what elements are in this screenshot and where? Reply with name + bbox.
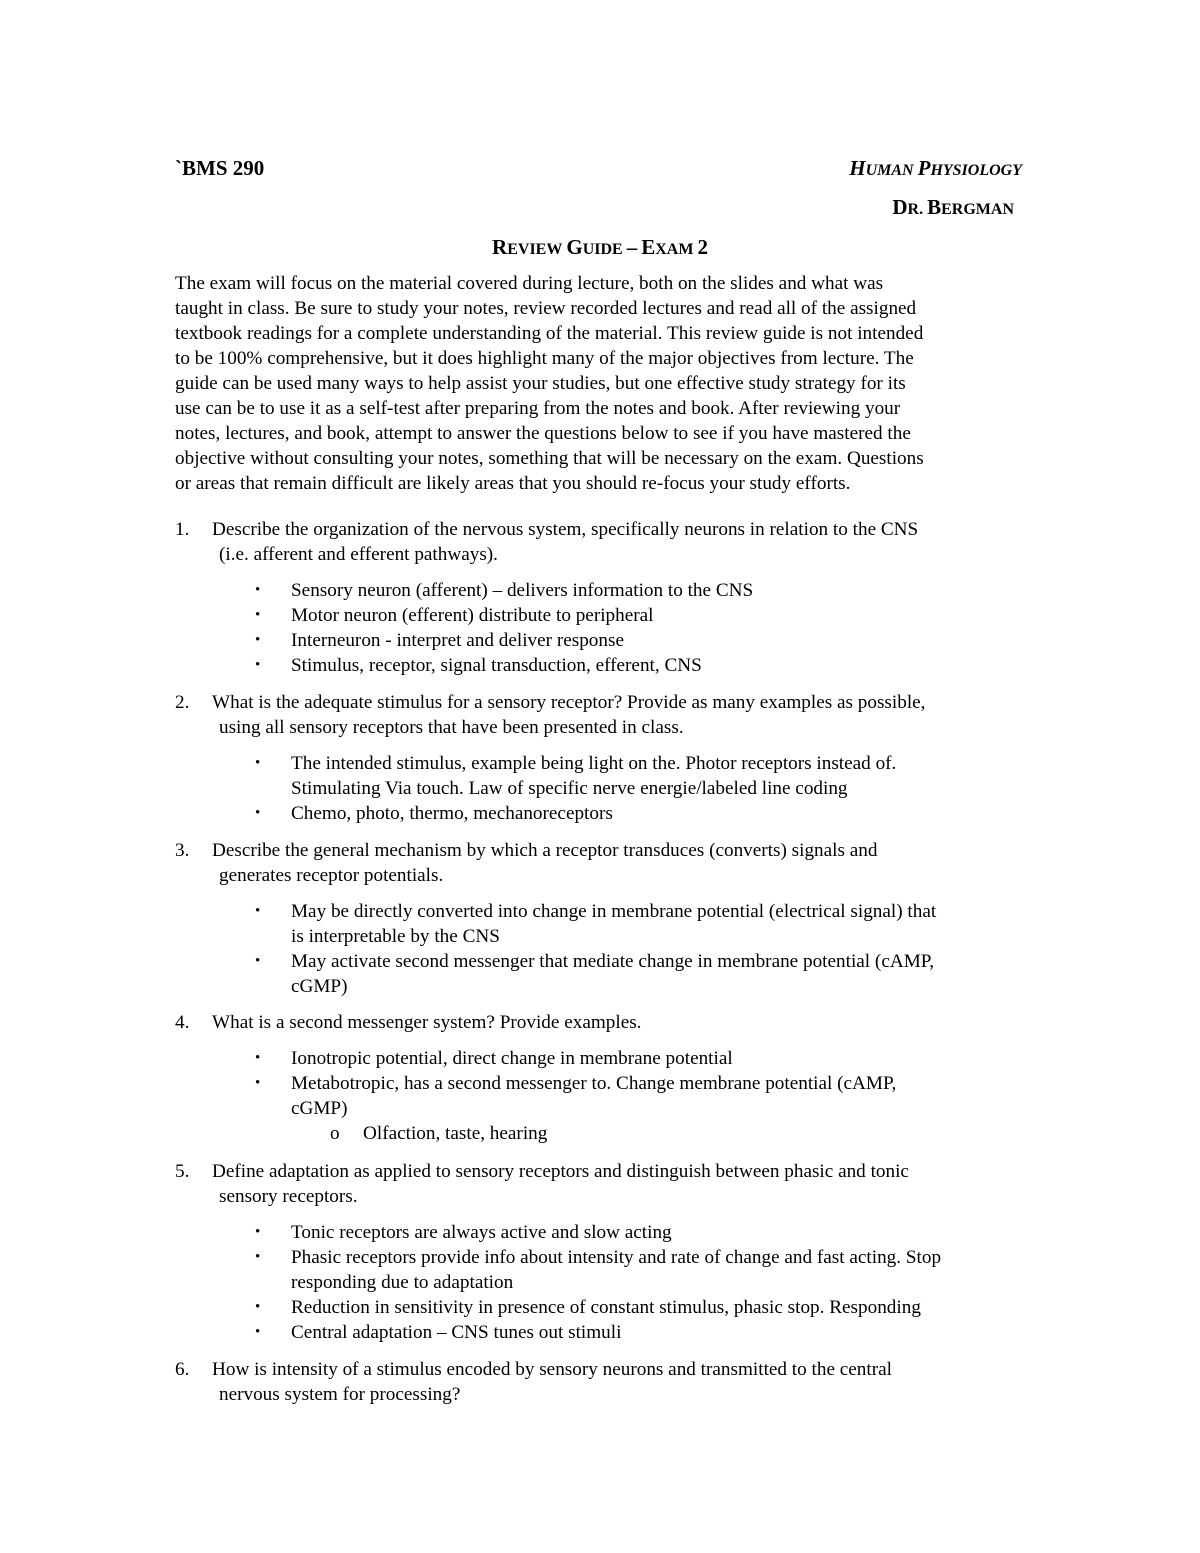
question-number: 3.: [175, 840, 190, 861]
bullet-icon: •: [255, 632, 261, 648]
intro-line: The exam will focus on the material covered during lecture, both on the slides and what was: [175, 273, 884, 294]
bullet-icon: •: [255, 1324, 261, 1340]
bullet-icon: •: [255, 1050, 261, 1066]
intro-line: guide can be used many ways to help assist your studies, but one effective study strategy for its: [175, 373, 906, 394]
instructor-name: DR. BERGMAN: [892, 195, 1014, 219]
question-text-cont: generates receptor potentials.: [219, 865, 444, 886]
question-number: 6.: [175, 1359, 190, 1380]
bullet-icon: •: [255, 657, 261, 673]
intro-line: use can be to use it as a self-test after preparing from the notes and book. After reviewing your: [175, 398, 901, 419]
bullet-icon: •: [255, 755, 261, 771]
intro-line: textbook readings for a complete understanding of the material. This review guide is not intended: [175, 323, 924, 344]
intro-line: to be 100% comprehensive, but it does highlight many of the major objectives from lecture. The: [175, 348, 914, 369]
intro-line: or areas that remain difficult are likely areas that you should re-focus your study efforts.: [175, 473, 851, 494]
intro-line: taught in class. Be sure to study your notes, review recorded lectures and read all of the assigned: [175, 298, 917, 319]
bullet-icon: •: [255, 1224, 261, 1240]
bullet-icon: •: [255, 607, 261, 623]
question-number: 2.: [175, 692, 190, 713]
question-text: How is intensity of a stimulus encoded by sensory neurons and transmitted to the central: [212, 1359, 892, 1380]
question-text: What is a second messenger system? Provide examples.: [212, 1012, 642, 1033]
course-subject: HUMAN PHYSIOLOGY: [849, 156, 1022, 180]
question-text: What is the adequate stimulus for a sensory receptor? Provide as many examples as possible,: [212, 692, 926, 713]
question-number: 5.: [175, 1161, 190, 1182]
bullet-icon: •: [255, 805, 261, 821]
intro-line: notes, lectures, and book, attempt to answer the questions below to see if you have mastered the: [175, 423, 911, 444]
intro-paragraph: [175, 271, 1027, 496]
intro-line: objective without consulting your notes, something that will be necessary on the exam. Questions: [175, 448, 924, 469]
question-text: Describe the general mechanism by which a receptor transduces (converts) signals and: [212, 840, 878, 861]
course-code: `BMS 290: [175, 156, 265, 180]
question-text: Define adaptation as applied to sensory receptors and distinguish between phasic and tonic: [212, 1161, 909, 1182]
question-text: Describe the organization of the nervous system, specifically neurons in relation to the CNS: [212, 519, 919, 540]
bullet-icon: •: [255, 953, 261, 969]
sub-bullet-icon: o: [330, 1123, 340, 1144]
bullet-icon: •: [255, 1299, 261, 1315]
bullet-icon: •: [255, 903, 261, 919]
question-number: 4.: [175, 1012, 190, 1033]
question-text-cont: using all sensory receptors that have been presented in class.: [219, 717, 684, 738]
bullet-icon: •: [255, 1075, 261, 1091]
document-title: REVIEW GUIDE – EXAM 2: [492, 235, 708, 259]
question-text-cont: nervous system for processing?: [219, 1384, 461, 1405]
bullet-icon: •: [255, 582, 261, 598]
question-text-cont: sensory receptors.: [219, 1186, 358, 1207]
question-text-cont: (i.e. afferent and efferent pathways).: [219, 544, 498, 565]
question-number: 1.: [175, 519, 190, 540]
document-page: `BMS 290 HUMAN PHYSIOLOGY DR. BERGMAN REVIEW GUIDE – EXAM 2 The exam will focus on the material covered during lecture, both on the slides and what was taught in class. Be sure to study your notes, review recorded lectures and read all of the assigned textbook readings for a complete understanding of the material. This review guide is not intended to be 100% comprehensive, but it does highlight many of the major objectives from lecture. The guide can be used many ways to help assist your studies, but one effective study strategy for its use can be to use it as a self-test after preparing from the notes and book. After reviewing your notes, lectures, and book, attempt to answer the questions below to see if you have mastered the objective without consulting your notes, something that will be necessary on the exam. Questions or areas that remain difficult are likely areas that you should re-focus your study efforts. 1. Describe the organization of the nervous system, specifically neurons in relation to the CNS (i.e. afferent and efferent pathways). • Sensory neuron (afferent) – delivers information to the CNS • Motor neuron (efferent) distribute to peripheral • Interneuron - interpret and deliver response • Stimulus, receptor, signal transduction, efferent, CNS 2. What is the adequate stimulus for a sensory receptor? Provide as many examples as possible, using all sensory receptors that have been presented in class. • The intended stimulus, example being light on the. Photor receptors instead of. Stimulating Via touch. Law of specific nerve energie/labeled line coding • Chemo, photo, thermo, mechanoreceptors 3. Describe the general mechanism by which a receptor transduces (converts) signals and generates receptor potentials. • May be directly converted into change in membrane potential (electrical signal) that is interpretable by the CNS • May activate second messenger that mediate change in membrane potential (cAMP, cGMP) 4. What is a second messenger system? Provide examples. • Ionotropic potential, direct change in membrane potential • Metabotropic, has a second messenger to. Change membrane potential (cAMP, cGMP) o Olfaction, taste, hearing 5. Define adaptation as applied to sensory receptors and distinguish between phasic and tonic sensory receptors. • Tonic receptors are always active and slow acting • Phasic receptors provide info about intensity and rate of change and fast acting. Stop responding due to adaptation • Reduction in sensitivity in presence of constant stimulus, phasic stop. Responding • Central adaptation – CNS tunes out stimuli 6. How is intensity of a stimulus encoded by sensory neurons and transmitted to the central nervous system for processing?: [0, 0, 1200, 1553]
bullet-icon: •: [255, 1249, 261, 1265]
